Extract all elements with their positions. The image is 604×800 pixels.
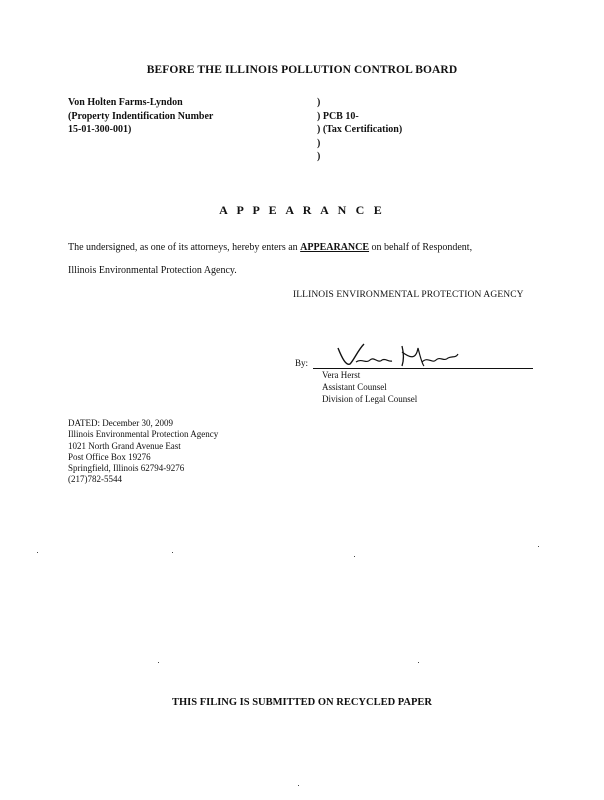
address-agency: Illinois Environmental Protection Agency <box>68 429 219 440</box>
agency-name: ILLINOIS ENVIRONMENTAL PROTECTION AGENCY <box>293 290 524 300</box>
caption-paren: ) <box>317 137 321 149</box>
scan-speck <box>37 552 38 553</box>
scan-speck <box>158 662 159 663</box>
handwritten-signature <box>330 340 460 370</box>
by-label: By: <box>295 358 309 368</box>
property-id-number: 15-01-300-001) <box>68 124 132 135</box>
caption-paren: ) <box>317 151 321 162</box>
case-caption-party <box>68 96 213 137</box>
appearance-text-after: on behalf of Respondent, <box>371 242 473 253</box>
appearance-text-before: The undersigned, as one of its attorneys, hereby enters an <box>68 242 298 253</box>
signatory-division: Division of Legal Counsel <box>322 394 418 404</box>
address-street: 1021 North Grand Avenue East <box>68 440 181 451</box>
signatory-name: Vera Herst <box>322 370 361 380</box>
appearance-line-2: Illinois Environmental Protection Agency. <box>68 265 237 276</box>
phone-number: (217)782-5544 <box>68 474 122 485</box>
dated-address-block <box>68 418 218 486</box>
appearance-body <box>68 236 472 282</box>
scan-speck <box>172 552 173 553</box>
address-po-box: Post Office Box 19276 <box>68 451 151 462</box>
appearance-heading: A P P E A R A N C E <box>219 203 385 217</box>
signatory-block <box>322 369 417 405</box>
scan-speck <box>354 556 355 557</box>
scan-speck <box>298 785 299 786</box>
property-id-label: (Property Indentification Number <box>68 110 214 122</box>
board-title: BEFORE THE ILLINOIS POLLUTION CONTROL BOARD <box>146 64 458 76</box>
recycled-paper-notice: THIS FILING IS SUBMITTED ON RECYCLED PAPER <box>171 697 433 708</box>
address-city: Springfield, Illinois 62794-9276 <box>68 463 185 474</box>
caption-paren: ) <box>317 97 321 108</box>
appearance-emphasis: APPEARANCE <box>300 242 370 253</box>
date-line: DATED: December 30, 2009 <box>68 418 173 428</box>
party-name: Von Holten Farms-Lyndon <box>68 97 183 108</box>
case-number: ) PCB 10- <box>317 110 359 122</box>
signatory-title: Assistant Counsel <box>322 382 387 392</box>
scan-speck <box>538 546 539 547</box>
case-caption-number <box>317 96 402 164</box>
appearance-line-1 <box>68 236 472 259</box>
case-type: ) (Tax Certification) <box>317 124 403 135</box>
scan-speck <box>418 662 419 663</box>
